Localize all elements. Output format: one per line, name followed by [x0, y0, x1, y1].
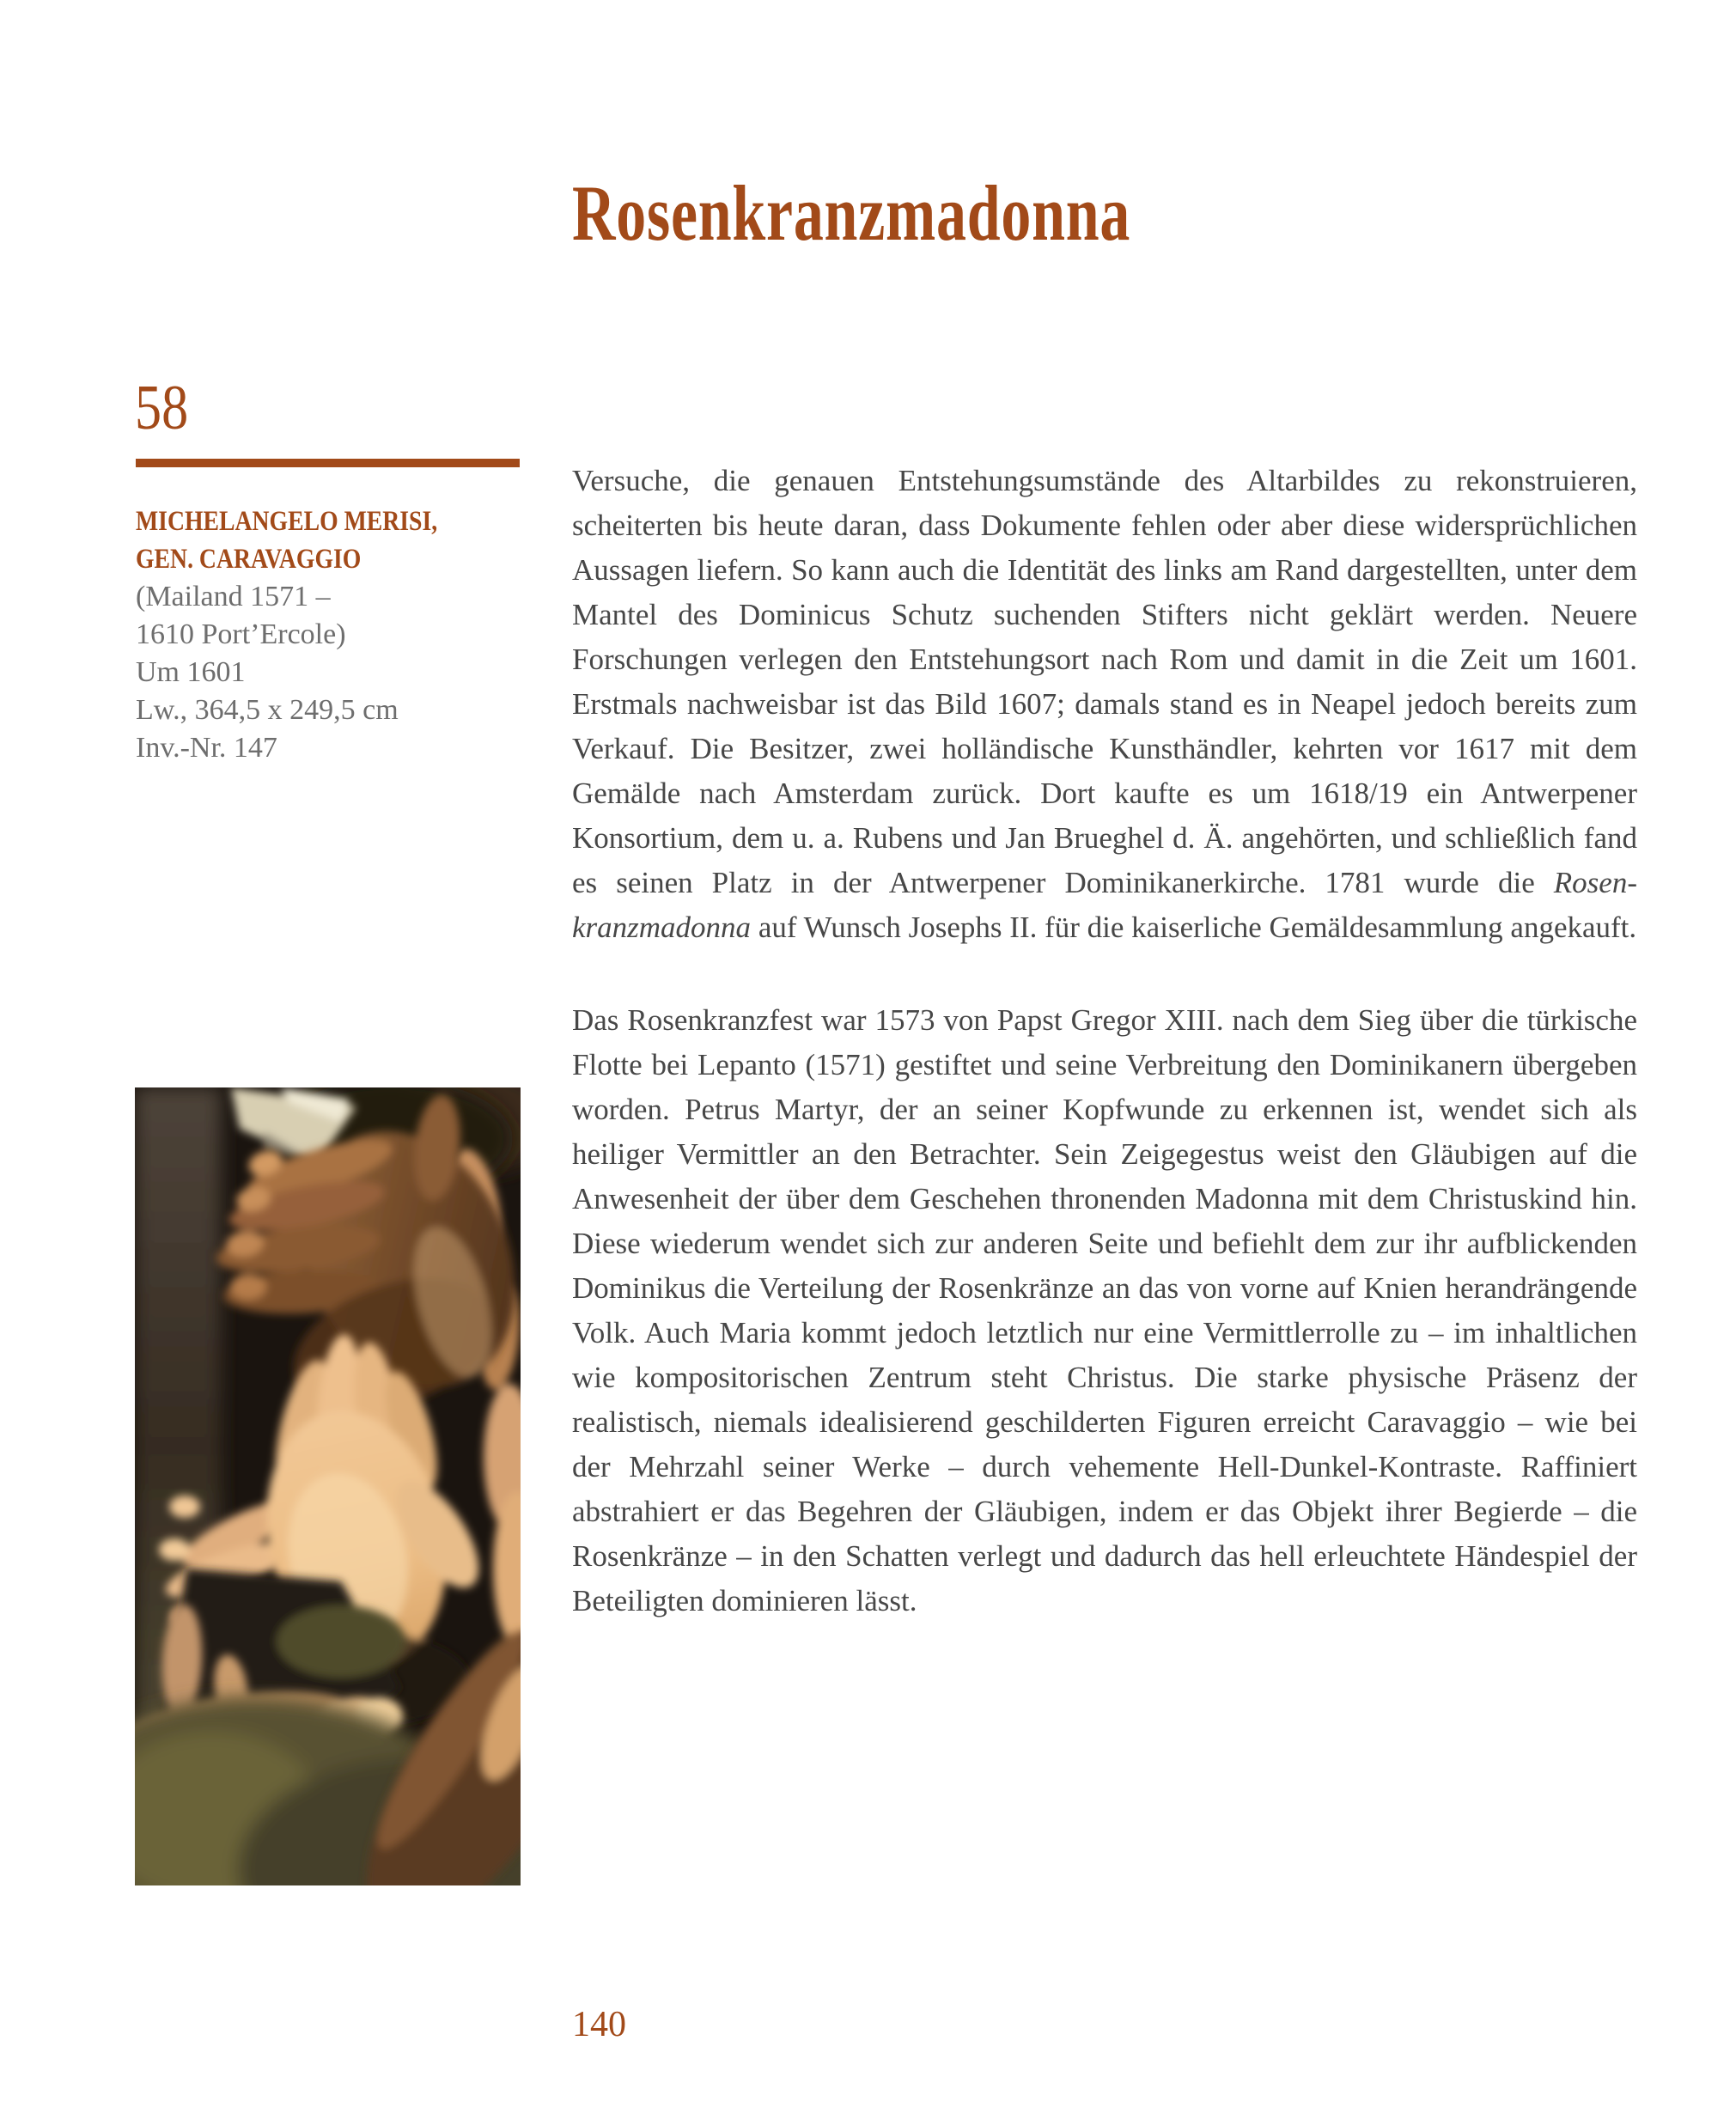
artwork-caption-block [136, 503, 539, 767]
artist-life-dates-line1: (Mailand 1571 – [136, 581, 331, 612]
page-number: 140 [572, 2005, 626, 2044]
paragraph1-text-after: auf Wunsch Josephs II. für die kaiserliche Gemäldesammlung angekauft. [751, 911, 1637, 944]
artist-life-dates-line2: 1610 Port’Ercole) [136, 618, 346, 650]
artwork-date: Um 1601 [136, 656, 246, 688]
catalog-number: 58 [135, 373, 189, 443]
artist-name-line1: MICHELANGELO MERISI, [136, 506, 438, 537]
paragraph-provenance [572, 459, 1637, 950]
sidebar-rule-divider [136, 459, 520, 467]
paragraph1-text-before: Versuche, die genauen Entstehungsumstände des Altarbildes zu rekonstruieren, scheiterten bis heute daran, dass Dokumente fehlen oder aber diese widersprüchlichen Aussagen liefern. So kann auch die Identität des links am Rand dargestellten, unter dem Mantel des Dominicus Schutz suchenden Stifters nicht geklärt werden. Neuere Forschungen verlegen den Entstehungsort nach Rom und damit in die Zeit um 1601. Erstmals nachweisbar ist das Bild 1607; damals stand es in Neapel jedoch bereits zum Verkauf. Die Besitzer, zwei holländische Kunsthändler, kehrten vor 1617 mit dem Gemälde nach Amsterdam zurück. Dort kaufte es um 1618/19 ein Antwerpener Konsortium, dem u. a. Rubens und Jan Brueghel d. Ä. angehörten, und schließlich fand es seinen Platz in der Antwerpener Dominikanerkirche. 1781 wurde die [572, 464, 1637, 899]
artwork-inventory-number: Inv.-Nr. 147 [136, 732, 277, 764]
artwork-details [136, 578, 539, 767]
paragraph-iconography: Das Rosenkranzfest war 1573 von Papst Gregor XIII. nach dem Sieg über die türkische Flotte bei Lepanto (1571) gestiftet und seine Verbreitung den Dominikanern übergeben worden. Petrus Martyr, der an seiner Kopfwunde zu erkennen ist, wendet sich als heiliger Vermittler an den Betrachter. Sein Zeigegestus weist den Gläubigen auf die Anwesenheit der über dem Geschehen thronenden Madonna mit dem Christuskind hin. Diese wiederum wendet sich zur anderen Seite und befiehlt dem zur ihr aufblickenden Dominikus die Verteilung der Rosenkränze an das von vorne auf Knien herandrängende Volk. Auch Maria kommt jedoch letztlich nur eine Vermittlerrolle zu – im inhaltlichen wie kompositorischen Zentrum steht Christus. Die starke physische Präsenz der realistisch, niemals idealisierend geschilderten Figuren erreicht Caravaggio – wie bei der Mehrzahl seiner Werke – durch vehemente Hell-Dunkel-Kontraste. Raffiniert abstrahiert er das Begehren der Gläubigen, indem er das Objekt ihrer Begierde – die Rosenkränze – in den Schatten verlegt und dadurch das hell erleuchtete Händespiel der Beteiligten dominieren lässt. [572, 1003, 1637, 1617]
body-text-column [572, 459, 1637, 1623]
paragraph1-artwork-title-italic: Rosenkranzmadonna [572, 866, 1637, 944]
page-title: Rosenkranzmadonna [572, 168, 1131, 257]
artwork-image [135, 1087, 521, 1885]
painting-detail-hands [135, 1087, 521, 1885]
artwork-medium-dimensions: Lw., 364,5 x 249,5 cm [136, 694, 399, 726]
artist-name-line2: GEN. CARAVAGGIO [136, 544, 362, 575]
